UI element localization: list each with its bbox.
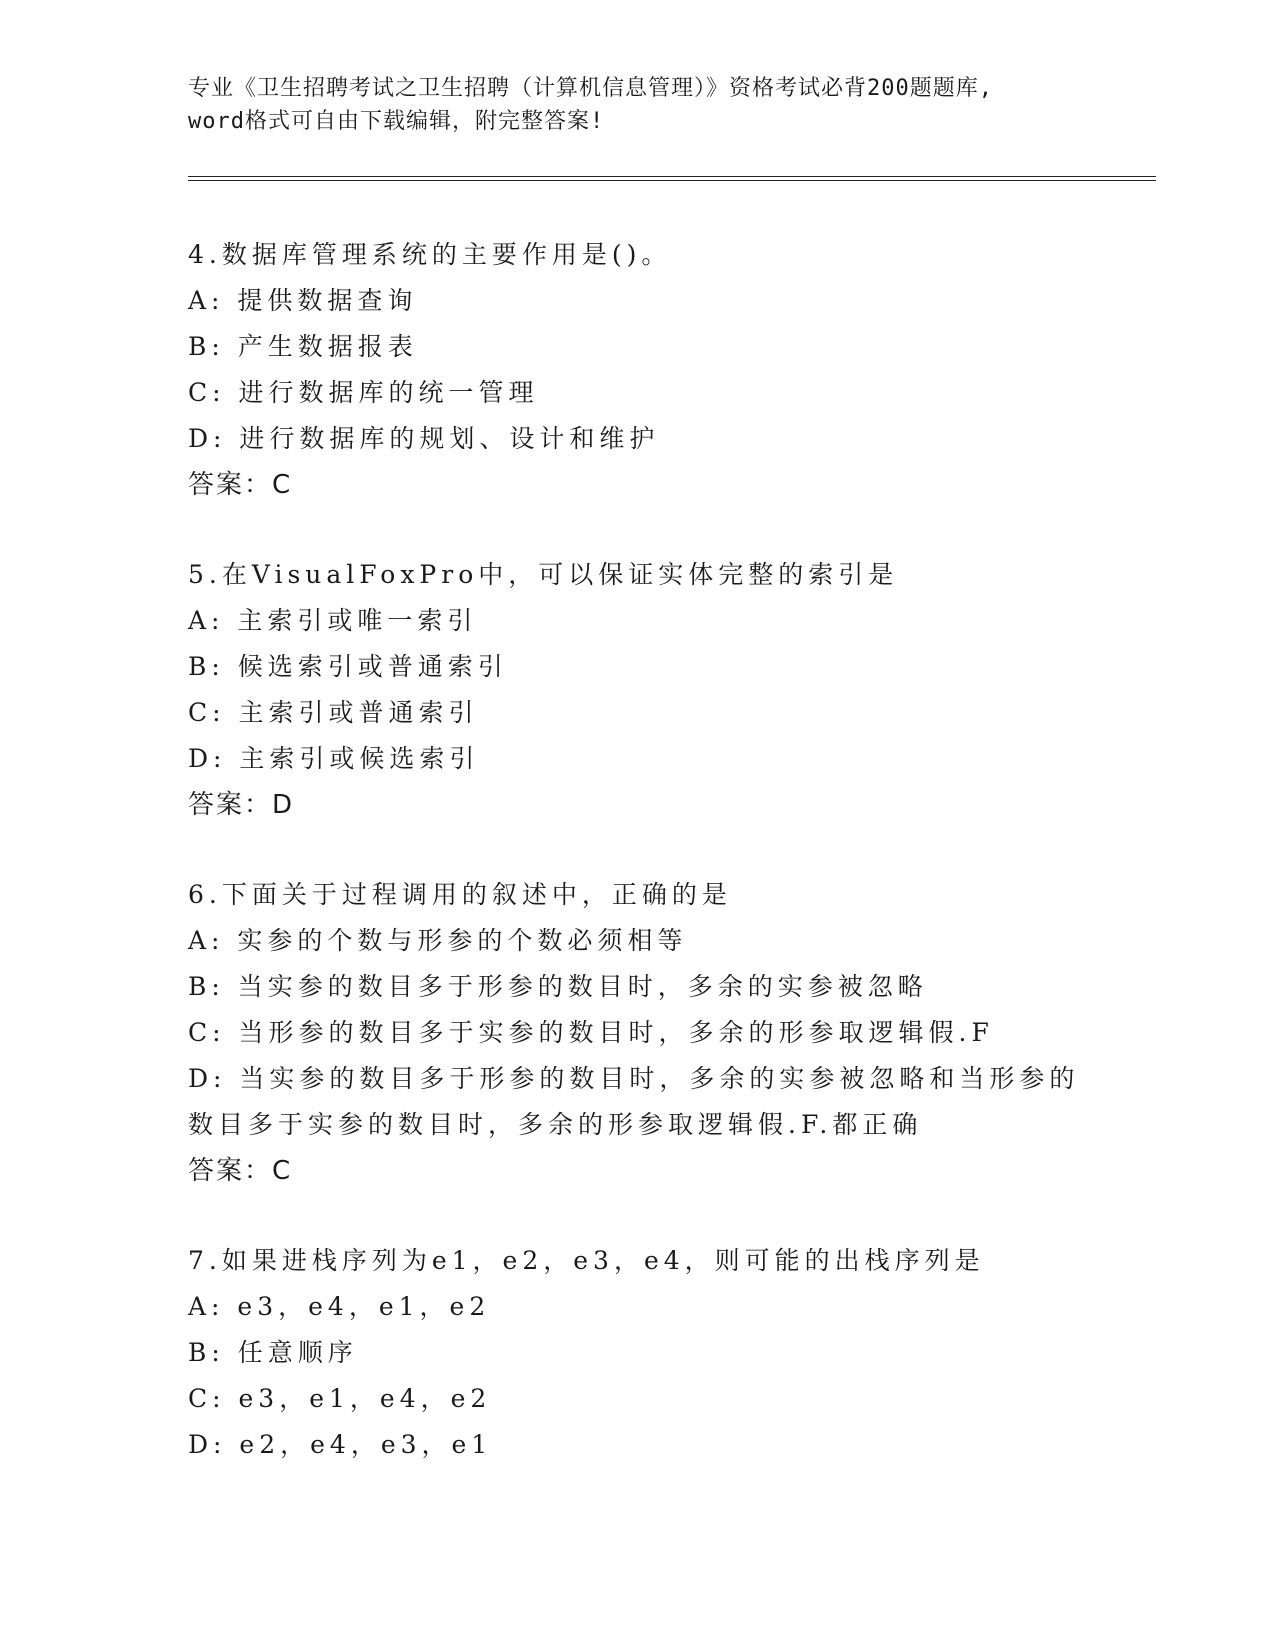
question-stem: 4.数据库管理系统的主要作用是()。 (188, 240, 672, 269)
answer-line: 答案：C (188, 1156, 293, 1186)
option-b: B: 当实参的数目多于形参的数目时，多余的实参被忽略 (188, 972, 928, 1001)
option-c: C: 进行数据库的统一管理 (188, 378, 539, 407)
option-c: C: e3，e1，e4，e2 (188, 1384, 492, 1413)
question-list (188, 232, 1088, 1512)
option-d: D: 当实参的数目多于形参的数目时，多余的实参被忽略和当形参的数目多于实参的数目时，多余的形参取逻辑假.F.都正确 (188, 1064, 1080, 1139)
option-a: A: 实参的个数与形参的个数必须相等 (188, 926, 688, 955)
option-b: B: 产生数据报表 (188, 332, 418, 361)
option-b: B: 候选索引或普通索引 (188, 652, 508, 681)
question-6 (188, 872, 1088, 1194)
option-d: D: e2，e4，e3，e1 (188, 1430, 493, 1459)
question-7 (188, 1238, 1088, 1468)
question-stem: 6.下面关于过程调用的叙述中，正确的是 (188, 880, 732, 909)
option-a: A: e3，e4，e1，e2 (188, 1292, 491, 1321)
option-c: C: 主索引或普通索引 (188, 698, 479, 727)
question-4 (188, 232, 1088, 508)
question-stem: 5.在VisualFoxPro中，可以保证实体完整的索引是 (188, 560, 899, 589)
option-d: D: 主索引或候选索引 (188, 744, 480, 773)
document-header (188, 72, 1088, 138)
answer-line: 答案：C (188, 470, 293, 500)
header-divider (188, 176, 1156, 181)
question-stem: 7.如果进栈序列为e1，e2，e3，e4，则可能的出栈序列是 (188, 1246, 985, 1275)
option-a: A: 主索引或唯一索引 (188, 606, 478, 635)
option-a: A: 提供数据查询 (188, 286, 418, 315)
question-5 (188, 552, 1088, 828)
option-b: B: 任意顺序 (188, 1338, 358, 1367)
option-c: C: 当形参的数目多于实参的数目时，多余的形参取逻辑假.F (188, 1018, 994, 1047)
option-d: D: 进行数据库的规划、设计和维护 (188, 424, 660, 453)
header-line-1: 专业《卫生招聘考试之卫生招聘（计算机信息管理）》资格考试必背200题题库, (188, 76, 993, 101)
header-line-2: word格式可自由下载编辑，附完整答案! (188, 109, 605, 134)
answer-line: 答案：D (188, 790, 295, 820)
